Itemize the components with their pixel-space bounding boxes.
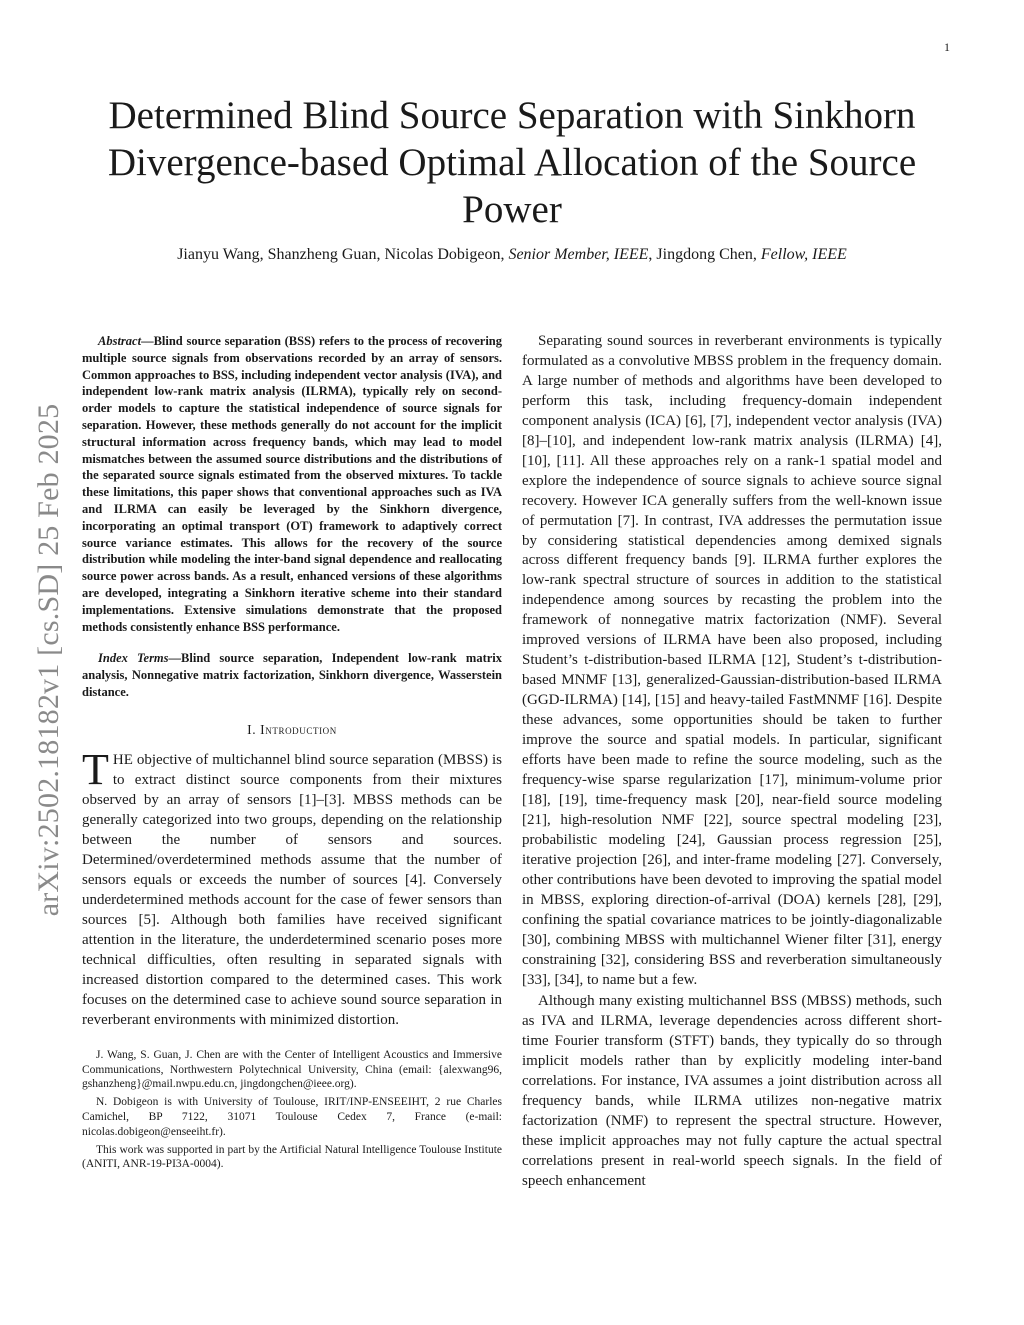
- author-names-1: Jianyu Wang, Shanzheng Guan, Nicolas Dobigeon,: [177, 246, 509, 263]
- intro-text: objective of multichannel blind source separation (MBSS) is to extract distinct source components from their mixtures observed by an array of sensors [1]–[3]. MBSS methods can be generally categorized into two groups, depending on the relationship between the number of sensors and sources. Determined/overdetermined methods assume that the number of sensors equals or exceeds the number of sources [4]. Conversely underdetermined methods account for the case of fewer sensors than sources [5]. Although both families have received significant attention in the literature, the underdetermined scenario poses more technical difficulties, often resulting in separated signals with increased distortion compared to the determined cases. This work focuses on the determined case to achieve sound source separation in reverberant environments with minimized distortion.: [82, 751, 502, 1028]
- index-terms-label: Index Terms: [98, 651, 169, 666]
- footnote-affiliation-2: N. Dobigeon is with University of Toulouse, IRIT/INP-ENSEEIHT, 2 rue Charles Camichel, BP 7122, 31071 Toulouse Cedex 7, France (e-mail: nicolas.dobigeon@enseeiht.fr).: [82, 1096, 502, 1138]
- author-role-2: Fellow, IEEE: [760, 246, 847, 263]
- index-terms: [82, 650, 502, 700]
- abstract-label: Abstract: [98, 334, 142, 348]
- section-heading-introduction: [82, 722, 502, 738]
- index-terms-text: —Blind source separation, Independent low-rank matrix analysis, Nonnegative matrix factorization, Sinkhorn divergence, Wasserstein distance.: [82, 651, 503, 699]
- abstract-text: —Blind source separation (BSS) refers to the process of recovering multiple source signals from observations recorded by an array of sensors. Common approaches to BSS, including independent vector analysis (IVA), and independent low-rank matrix analysis (ILRMA), typically rely on second-order models to capture the statistical independence of source signals for separation. However, these methods generally do not account for the implicit structural information across frequency bands, which may lead to model mismatches between the assumed source distributions and the distributions of the separated source signals estimated from the observed mixtures. To tackle these limitations, this paper shows that conventional approaches such as IVA and ILRMA can easily be leveraged by the Sinkhorn divergence, incorporating an optimal transport (OT) framework to adaptively correct source variance estimates. This allows for the recovery of the source distribution while modeling the inter-band signal dependence and reallocating source power across bands. As a result, enhanced versions of these algorithms are developed, integrating a Sinkhorn iterative scheme into their standard implementations. Extensive simulations demonstrate that the proposed methods consistently enhance BSS performance.: [82, 334, 502, 634]
- footnote-funding: This work was supported in part by the Artificial Natural Intelligence Toulouse Institute (ANITI, ANR-19-PI3A-0004).: [82, 1143, 502, 1171]
- arxiv-identifier: arXiv:2502.18182v1 [cs.SD] 25 Feb 2025: [32, 403, 65, 917]
- body-paragraph-2: Although many existing multichannel BSS (MBSS) methods, such as IVA and ILRMA, leverage dependencies across different short-time Fourier transform (STFT) bands, they typically do so through implicit models rather than by explicitly modeling inter-band correlations. For instance, IVA assumes a joint distribution across all frequency bands, while ILRMA utilizes non-negative matrix factorization (NMF) to represent the spectral structure. However, these implicit approaches may not fully capture the actual spectral correlations present in real-world speech signals. In the field of speech enhancement: [522, 993, 942, 1190]
- left-column: [82, 333, 502, 1172]
- right-column: [522, 332, 942, 1192]
- body-paragraph-1: Separating sound sources in reverberant environments is typically formulated as a convolutive MBSS problem in the frequency domain. A large number of methods and algorithms have been developed to perform this task, including frequency-domain independent component analysis (ICA) [6], [7], independent vector analysis (IVA) [8]–[10], and independent low-rank matrix analysis (ILRMA) [4], [10], [11]. All these approaches rely on a rank-1 spatial model and explore the independence of source signals to achieve source signal recovery. However ICA generally suffers from the well-known issue of permutation [7]. In contrast, IVA addresses the permutation issue by considering statistical dependencies among demixed signals across different frequency bands [9]. ILRMA further explores the low-rank spectral structure of sources in addition to the statistical independence among sources by recasting the problem into the framework of nonnegative matrix factorization (NMF). Several improved versions of ILRMA have been also proposed, including Student’s t-distribution-based ILRMA [12], Student’s t-distribution-based MNMF [13], generalized-Gaussian-distribution-based ILRMA (GGD-ILRMA) [14], [15] and heavy-tailed FastMNMF [16]. Despite these advances, some opportunities should be taken to further improve the source and spatial models. In particular, significant efforts have been made to refine the source modeling, such as the frequency-wise sparse regularization [17], minimum-volume prior [18], [19], time-frequency mask [20], near-field source modeling [21], high-resolution NMF [22], source spectral modeling [23], probabilistic modeling [24], Gaussian process regression [25], iterative projection [26], and inter-frame modeling [27]. Conversely, other contributions have been devoted to improving the spatial model in MBSS, exploring direction-of-arrival (DOA) kernels [28], [29], confining the spatial covariance matrices to be jointly-diagonalizable [30], combining MBSS with multichannel Wiener filter [31], energy constraining [32], considering BSS and reverberation simultaneously [33], [34], to name but a few.: [522, 333, 942, 988]
- section-number: I.: [247, 721, 261, 737]
- paper-title: Determined Blind Source Separation with Sinkhorn Divergence-based Optimal Allocation of the Source Power: [107, 94, 917, 231]
- footnote-affiliation-1: J. Wang, S. Guan, J. Chen are with the Center of Intelligent Acoustics and Immersive Communications, Northwestern Polytechnical University, China (email: {alexwang96, gshanzheng}@mail.nwpu.edu.cn, jingdongchen@ieee.org).: [82, 1048, 502, 1091]
- intro-paragraph: [82, 744, 502, 1030]
- section-title: Introduction: [260, 721, 337, 737]
- arxiv-side-stamp: [26, 345, 72, 975]
- author-role-1: Senior Member, IEEE: [508, 246, 649, 263]
- intro-lead-caps: HE: [112, 751, 133, 768]
- page-number: 1: [944, 40, 950, 54]
- drop-cap: T: [82, 744, 109, 794]
- footnotes: [82, 1048, 502, 1172]
- author-names-2: , Jingdong Chen,: [648, 246, 761, 263]
- abstract: [82, 333, 502, 635]
- author-list: [60, 244, 964, 266]
